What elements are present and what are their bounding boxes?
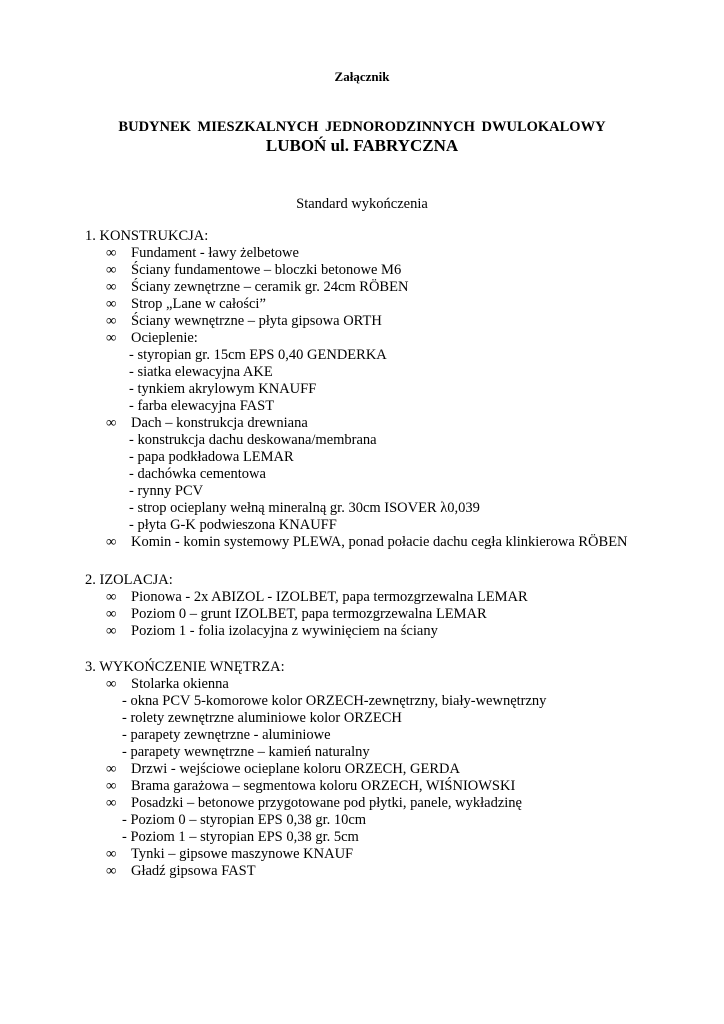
list-item-text: Poziom 1 - folia izolacyjna z wywinięciem na ściany xyxy=(131,623,438,639)
document-title-line2: LUBOŃ ul. FABRYCZNA xyxy=(265,136,459,155)
list-item-text: Ocieplenie: xyxy=(131,330,198,346)
list-item xyxy=(85,778,516,795)
sub-item-text: - farba elewacyjna FAST xyxy=(129,398,275,414)
sub-item-text: - płyta G-K podwieszona KNAUFF xyxy=(129,517,337,533)
sub-item xyxy=(85,517,337,534)
list-item xyxy=(85,262,402,279)
section-wykonczenie xyxy=(85,659,547,880)
sub-item-text: - dachówka cementowa xyxy=(129,466,266,482)
sub-item-text: - tynkiem akrylowym KNAUFF xyxy=(129,381,317,397)
infinity-bullet-icon: ∞ xyxy=(106,606,117,622)
list-item-text: Stolarka okienna xyxy=(131,676,229,692)
list-item xyxy=(85,863,285,880)
list-item-text: Komin - komin systemowy PLEWA, ponad połacie dachu cegła klinkierowa RÖBEN xyxy=(131,534,628,550)
list-item-text: Drzwi - wejściowe ocieplane koloru ORZECH, GERDA xyxy=(131,761,460,777)
sub-item-text: - konstrukcja dachu deskowana/membrana xyxy=(129,432,377,448)
infinity-bullet-icon: ∞ xyxy=(106,330,117,346)
sub-item xyxy=(85,710,402,727)
infinity-bullet-icon: ∞ xyxy=(106,279,117,295)
list-item xyxy=(85,534,628,551)
sub-item xyxy=(85,449,294,466)
list-item-text: Poziom 0 – grunt IZOLBET, papa termozgrzewalna LEMAR xyxy=(131,606,487,622)
infinity-bullet-icon: ∞ xyxy=(106,262,117,278)
infinity-bullet-icon: ∞ xyxy=(106,623,117,639)
list-item-text: Ściany wewnętrzne – płyta gipsowa ORTH xyxy=(131,313,382,329)
infinity-bullet-icon: ∞ xyxy=(106,415,117,431)
list-item-text: Posadzki – betonowe przygotowane pod płytki, panele, wykładzinę xyxy=(131,795,522,811)
sub-item xyxy=(85,693,547,710)
sub-item xyxy=(85,829,359,846)
list-item xyxy=(85,589,528,606)
document-title-line1: BUDYNEK MIESZKALNYCH JEDNORODZINNYCH DWULOKALOWY xyxy=(118,119,606,135)
sub-item xyxy=(85,364,273,381)
infinity-bullet-icon: ∞ xyxy=(106,534,117,550)
document-subtitle: Standard wykończenia xyxy=(296,196,428,212)
sub-item-text: - parapety zewnętrzne - aluminiowe xyxy=(122,727,331,743)
sub-item-text: - okna PCV 5-komorowe kolor ORZECH-zewnętrzny, biały-wewnętrzny xyxy=(122,693,547,709)
sub-item xyxy=(85,432,377,449)
section-heading: 2. IZOLACJA: xyxy=(85,572,173,588)
list-item-text: Brama garażowa – segmentowa koloru ORZECH, WIŚNIOWSKI xyxy=(131,778,516,794)
section-izolacja xyxy=(85,572,528,640)
sub-item xyxy=(85,398,275,415)
infinity-bullet-icon: ∞ xyxy=(106,245,117,261)
sub-item-text: - parapety wewnętrzne – kamień naturalny xyxy=(122,744,370,760)
section-heading: 3. WYKOŃCZENIE WNĘTRZA: xyxy=(85,659,285,675)
list-item xyxy=(85,795,522,812)
list-item-text: Tynki – gipsowe maszynowe KNAUF xyxy=(131,846,354,862)
infinity-bullet-icon: ∞ xyxy=(106,863,117,879)
list-item xyxy=(85,606,487,623)
sub-item-text: - siatka elewacyjna AKE xyxy=(129,364,273,380)
list-item-text: Dach – konstrukcja drewniana xyxy=(131,415,308,431)
list-item xyxy=(85,676,285,693)
sub-item-text: - rolety zewnętrzne aluminiowe kolor ORZECH xyxy=(122,710,402,726)
infinity-bullet-icon: ∞ xyxy=(106,589,117,605)
sub-item xyxy=(85,727,331,744)
list-item xyxy=(85,313,382,330)
infinity-bullet-icon: ∞ xyxy=(106,296,117,312)
list-item-text: Fundament - ławy żelbetowe xyxy=(131,245,299,261)
list-item xyxy=(85,296,266,313)
list-item-text: Strop „Lane w całości” xyxy=(131,296,266,312)
list-item-text: Ściany zewnętrzne – ceramik gr. 24cm RÖBEN xyxy=(131,279,409,295)
list-item xyxy=(85,330,208,347)
list-item xyxy=(85,245,299,262)
list-item xyxy=(85,623,438,640)
sub-item-text: - papa podkładowa LEMAR xyxy=(129,449,294,465)
sub-item-text: - strop ocieplany wełną mineralną gr. 30cm ISOVER λ0,039 xyxy=(129,500,480,516)
sub-item xyxy=(85,812,367,829)
sub-item xyxy=(85,483,208,500)
section-heading: 1. KONSTRUKCJA: xyxy=(85,228,209,244)
infinity-bullet-icon: ∞ xyxy=(106,795,117,811)
list-item xyxy=(85,761,460,778)
sub-item xyxy=(85,381,317,398)
list-item xyxy=(85,415,308,432)
infinity-bullet-icon: ∞ xyxy=(106,761,117,777)
infinity-bullet-icon: ∞ xyxy=(106,778,117,794)
list-item-text: Pionowa - 2x ABIZOL - IZOLBET, papa termozgrzewalna LEMAR xyxy=(131,589,528,605)
attachment-label: Załącznik xyxy=(334,69,390,84)
infinity-bullet-icon: ∞ xyxy=(106,676,117,692)
list-item-text: Gładź gipsowa FAST xyxy=(131,863,256,879)
sub-item xyxy=(85,500,480,517)
sub-item xyxy=(85,466,266,483)
infinity-bullet-icon: ∞ xyxy=(106,846,117,862)
sub-item-text: - Poziom 1 – styropian EPS 0,38 gr. 5cm xyxy=(122,829,359,845)
sub-item-text: - styropian gr. 15cm EPS 0,40 GENDERKA xyxy=(129,347,387,363)
list-item xyxy=(85,279,409,296)
list-item xyxy=(85,846,354,863)
section-konstrukcja xyxy=(85,228,628,551)
sub-item-text: - rynny PCV xyxy=(129,483,204,499)
sub-item-text: - Poziom 0 – styropian EPS 0,38 gr. 10cm xyxy=(122,812,367,828)
infinity-bullet-icon: ∞ xyxy=(106,313,117,329)
sub-item xyxy=(85,744,370,761)
list-item-text: Ściany fundamentowe – bloczki betonowe M6 xyxy=(131,262,402,278)
sub-item xyxy=(85,347,387,364)
